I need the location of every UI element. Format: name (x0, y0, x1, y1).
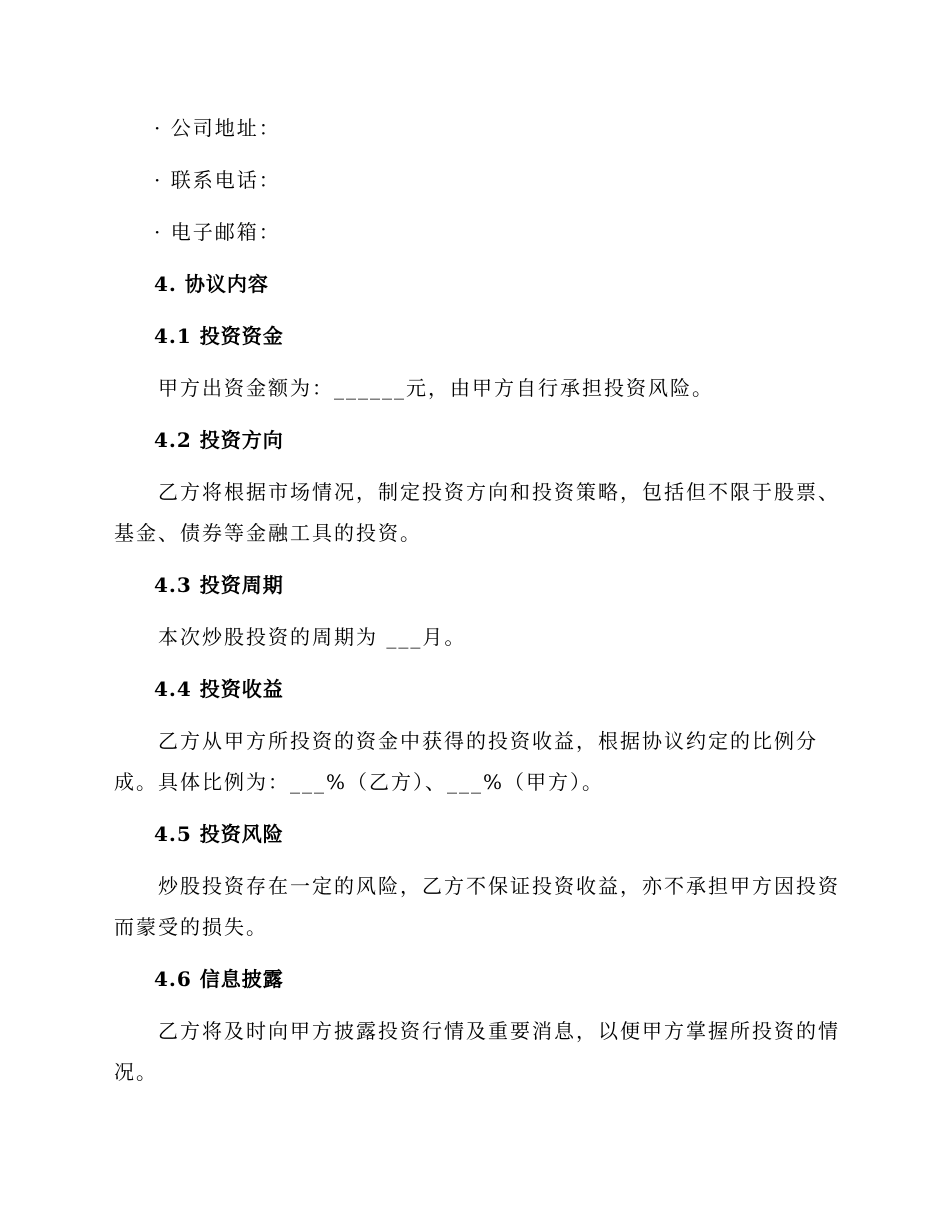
paragraph-investment-returns-line-1: 乙方从甲方所投资的资金中获得的投资收益，根据协议约定的比例分 (158, 729, 818, 753)
paragraph-information-disclosure-line-1: 乙方将及时向甲方披露投资行情及重要消息，以便甲方掌握所投资的情 (158, 1019, 840, 1043)
paragraph-investment-risk-line-1: 炒股投资存在一定的风险，乙方不保证投资收益，亦不承担甲方因投资 (158, 874, 840, 898)
paragraph-investment-returns-line-2: 成。具体比例为：___%（乙方）、___%（甲方）。 (114, 770, 605, 794)
paragraph-investment-direction-line-2: 基金、债券等金融工具的投资。 (114, 521, 422, 545)
paragraph-investment-period: 本次炒股投资的周期为 ___月。 (158, 625, 467, 649)
subsection-heading-investment-funds: 4.1 投资资金 (154, 324, 284, 348)
paragraph-investment-direction-line-1: 乙方将根据市场情况，制定投资方向和投资策略，包括但不限于股票、 (158, 480, 840, 504)
subsection-heading-information-disclosure: 4.6 信息披露 (154, 967, 284, 991)
subsection-heading-investment-direction: 4.2 投资方向 (154, 428, 284, 452)
paragraph-information-disclosure-line-2: 况。 (114, 1060, 158, 1084)
contact-item-email: · 电子邮箱： (154, 220, 281, 244)
section-heading-agreement-content: 4. 协议内容 (154, 272, 269, 296)
paragraph-investment-risk-line-2: 而蒙受的损失。 (114, 915, 268, 939)
contact-item-phone: · 联系电话： (154, 168, 281, 192)
subsection-heading-investment-period: 4.3 投资周期 (154, 573, 284, 597)
subsection-heading-investment-risk: 4.5 投资风险 (154, 822, 284, 846)
paragraph-investment-funds: 甲方出资金额为：______元，由甲方自行承担投资风险。 (158, 376, 714, 400)
contact-item-company-address: · 公司地址： (154, 116, 281, 140)
subsection-heading-investment-returns: 4.4 投资收益 (154, 677, 284, 701)
